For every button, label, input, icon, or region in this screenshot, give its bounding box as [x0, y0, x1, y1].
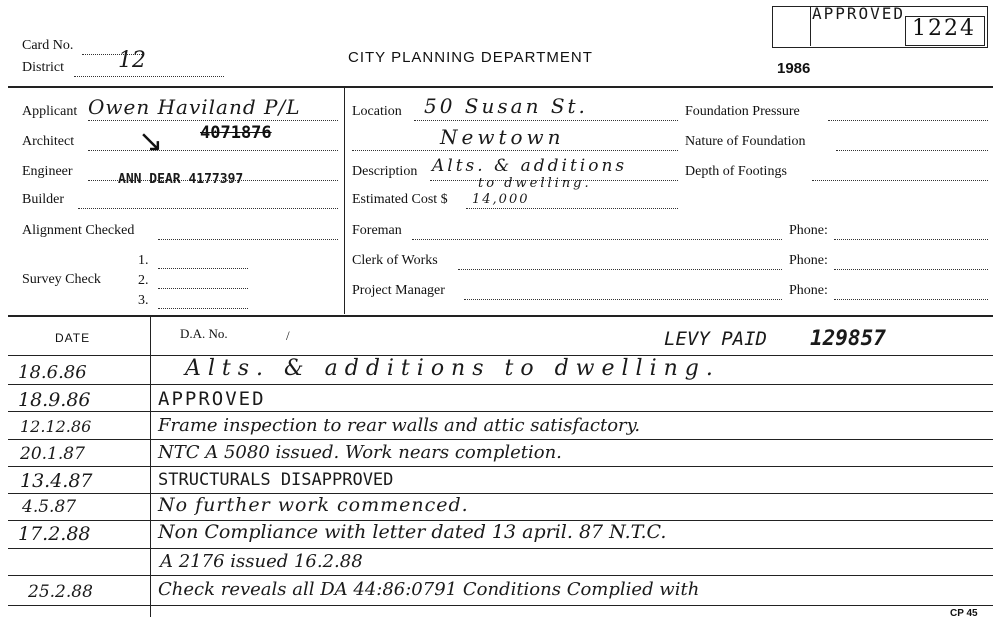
- log-text: Non Compliance with letter dated 13 april. 87 N.T.C.: [158, 521, 667, 543]
- phone-label-3: Phone:: [789, 283, 828, 298]
- date-header: DATE: [55, 331, 91, 345]
- log-date: 18.6.86: [18, 362, 87, 383]
- district-value: 12: [118, 48, 146, 73]
- location-value-2: Newtown: [440, 125, 565, 149]
- date-column-divider: [150, 317, 151, 617]
- department-title: CITY PLANNING DEPARTMENT: [348, 49, 593, 66]
- architect-label: Architect: [22, 134, 75, 149]
- log-date: 17.2.88: [18, 523, 91, 545]
- phone-label-2: Phone:: [789, 253, 828, 268]
- levy-number: 129857: [810, 326, 886, 350]
- location-value: 50 Susan St.: [424, 94, 588, 118]
- card-no-label: Card No.: [22, 38, 74, 53]
- builder-label: Builder: [22, 192, 64, 207]
- description-value: Alts. & additions: [432, 156, 628, 176]
- depth-footings-label: Depth of Footings: [685, 164, 787, 179]
- log-date: 20.1.87: [20, 444, 85, 464]
- levy-paid: LEVY PAID: [664, 328, 767, 350]
- estimated-cost-value: 14,000: [472, 192, 530, 207]
- log-date: 18.9.86: [18, 389, 91, 411]
- log-date: 4.5.87: [22, 497, 77, 517]
- log-date: 13.4.87: [20, 470, 93, 492]
- location-label: Location: [352, 104, 402, 119]
- foreman-label: Foreman: [352, 223, 402, 238]
- da-value: /: [286, 328, 290, 343]
- phone-label-1: Phone:: [789, 223, 828, 238]
- applicant-label: Applicant: [22, 104, 78, 119]
- log-date: 12.12.86: [20, 417, 92, 436]
- log-text: No further work commenced.: [158, 494, 469, 516]
- log-text: APPROVED: [158, 388, 266, 410]
- log-text: Alts. & additions to dwelling.: [185, 356, 720, 381]
- log-date: 25.2.88: [28, 582, 93, 602]
- alignment-label: Alignment Checked: [22, 223, 135, 238]
- survey-item-3: 3.: [138, 293, 149, 308]
- arrow-mark: ↘: [138, 125, 164, 158]
- fields-divider: [344, 88, 345, 314]
- survey-item-1: 1.: [138, 253, 149, 268]
- engineer-label: Engineer: [22, 164, 73, 179]
- foundation-pressure-label: Foundation Pressure: [685, 104, 800, 119]
- district-label: District: [22, 60, 64, 75]
- log-text: STRUCTURALS DISAPPROVED: [158, 470, 394, 490]
- log-top-divider: [8, 315, 993, 317]
- survey-label: Survey Check: [22, 272, 101, 287]
- log-text: A 2176 issued 16.2.88: [160, 551, 363, 572]
- log-text: Frame inspection to rear walls and attic satisfactory.: [158, 415, 641, 436]
- description-value-2: to dwelling.: [478, 176, 592, 191]
- survey-item-2: 2.: [138, 273, 149, 288]
- da-label: D.A. No.: [180, 326, 228, 341]
- clerk-label: Clerk of Works: [352, 253, 438, 268]
- file-number: 1224: [912, 16, 976, 41]
- form-code: CP 45: [950, 608, 978, 619]
- estimated-cost-label: Estimated Cost $: [352, 192, 448, 207]
- pm-label: Project Manager: [352, 283, 445, 298]
- log-text: Check reveals all DA 44:86:0791 Conditions Complied with: [158, 579, 700, 600]
- architect-value: 4071876: [200, 123, 272, 143]
- year: 1986: [777, 60, 811, 77]
- applicant-value: Owen Haviland P/L: [88, 95, 301, 119]
- approved-stamp: APPROVED: [812, 4, 906, 23]
- engineer-value: ANN DEAR 4177397: [118, 172, 244, 187]
- log-text: NTC A 5080 issued. Work nears completion.: [158, 442, 562, 463]
- top-divider: [8, 86, 993, 88]
- nature-foundation-label: Nature of Foundation: [685, 134, 806, 149]
- description-label: Description: [352, 164, 418, 179]
